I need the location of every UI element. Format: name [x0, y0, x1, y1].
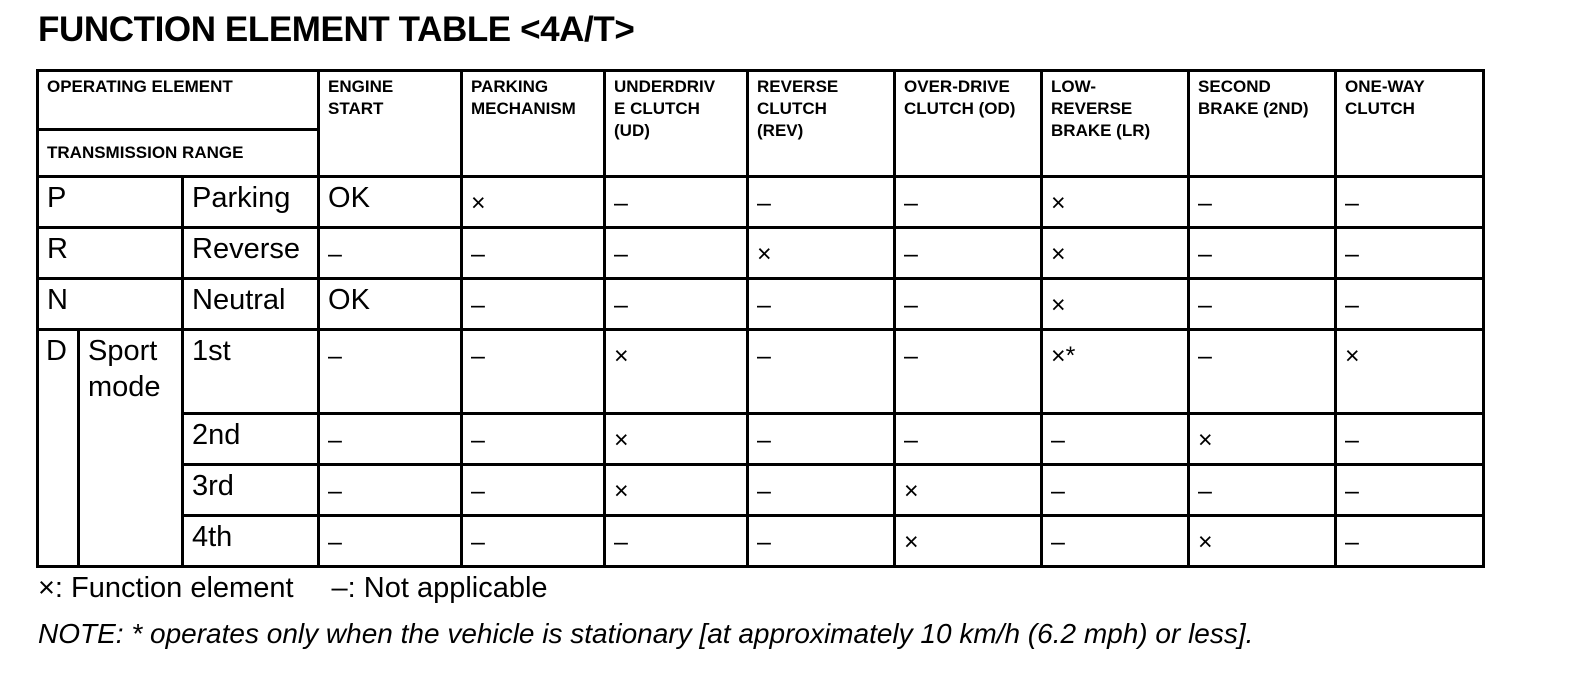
- table-cell: –: [748, 516, 895, 567]
- table-cell: –: [462, 279, 605, 330]
- table-cell: –: [1336, 279, 1484, 330]
- table-cell: –: [319, 414, 462, 465]
- range-name: Neutral: [183, 279, 319, 330]
- header-operating-element: OPERATING ELEMENT: [38, 71, 319, 130]
- table-cell: OK: [319, 177, 462, 228]
- table-cell: –: [895, 228, 1042, 279]
- range-letter: P: [38, 177, 183, 228]
- table-row: [38, 330, 1484, 414]
- header-engine-start: ENGINE START: [319, 71, 462, 177]
- table-cell: –: [605, 177, 748, 228]
- table-cell: –: [1189, 330, 1336, 414]
- table-cell: ×: [462, 177, 605, 228]
- table-cell: ×: [1189, 414, 1336, 465]
- table-cell: ×: [895, 516, 1042, 567]
- footnote: NOTE: * operates only when the vehicle is stationary [at approximately 10 km/h (6.2 mph) or less].: [38, 618, 1254, 649]
- header-parking-mechanism: PARKING MECHANISM: [462, 71, 605, 177]
- table-row: [38, 414, 1484, 465]
- legend: [38, 572, 548, 605]
- range-letter: D: [38, 330, 79, 567]
- table-cell: –: [462, 414, 605, 465]
- table-row: [38, 465, 1484, 516]
- table-cell: –: [895, 177, 1042, 228]
- header-underdrive-clutch: UNDERDRIV E CLUTCH (UD): [605, 71, 748, 177]
- table-row: [38, 228, 1484, 279]
- table-cell: –: [748, 177, 895, 228]
- table-row: [38, 177, 1484, 228]
- gear-name: 2nd: [183, 414, 319, 465]
- table-cell: –: [319, 516, 462, 567]
- header-transmission-range: TRANSMISSION RANGE: [38, 130, 319, 177]
- table-cell: –: [462, 516, 605, 567]
- function-element-table: [36, 69, 1485, 568]
- range-letter: R: [38, 228, 183, 279]
- header-overdrive-clutch: OVER-DRIVE CLUTCH (OD): [895, 71, 1042, 177]
- header-second-brake: SECOND BRAKE (2ND): [1189, 71, 1336, 177]
- gear-name: 1st: [183, 330, 319, 414]
- table-cell: –: [319, 465, 462, 516]
- table-cell: ×: [1336, 330, 1484, 414]
- table-cell: –: [462, 228, 605, 279]
- page-title: FUNCTION ELEMENT TABLE <4A/T>: [38, 10, 635, 49]
- gear-name: 3rd: [183, 465, 319, 516]
- table-cell: –: [1042, 465, 1189, 516]
- table-cell: –: [605, 516, 748, 567]
- table-cell: –: [605, 228, 748, 279]
- table-cell: –: [895, 330, 1042, 414]
- range-name: Reverse: [183, 228, 319, 279]
- table-cell: ×*: [1042, 330, 1189, 414]
- table-cell: ×: [605, 414, 748, 465]
- table-cell: –: [462, 330, 605, 414]
- table-cell: –: [748, 330, 895, 414]
- header-one-way-clutch: ONE-WAY CLUTCH: [1336, 71, 1484, 177]
- table-cell: OK: [319, 279, 462, 330]
- table-cell: –: [748, 279, 895, 330]
- table-cell: –: [1189, 279, 1336, 330]
- table-cell: –: [1042, 414, 1189, 465]
- table-cell: –: [895, 414, 1042, 465]
- table-cell: –: [605, 279, 748, 330]
- table-cell: –: [1336, 465, 1484, 516]
- table-cell: ×: [895, 465, 1042, 516]
- table-cell: ×: [605, 465, 748, 516]
- table-cell: –: [748, 465, 895, 516]
- table-cell: –: [1336, 516, 1484, 567]
- table-cell: ×: [748, 228, 895, 279]
- sport-mode-label: Sport mode: [79, 330, 183, 567]
- table-cell: –: [1189, 177, 1336, 228]
- table-cell: –: [1336, 177, 1484, 228]
- table-cell: –: [748, 414, 895, 465]
- header-reverse-clutch: REVERSE CLUTCH (REV): [748, 71, 895, 177]
- table-cell: ×: [1042, 228, 1189, 279]
- table-cell: –: [319, 228, 462, 279]
- table-cell: –: [319, 330, 462, 414]
- table-cell: –: [895, 279, 1042, 330]
- legend-function-element: ×: Function element: [38, 572, 294, 604]
- table-cell: ×: [1042, 279, 1189, 330]
- table-row: [38, 516, 1484, 567]
- table-cell: ×: [1189, 516, 1336, 567]
- table-cell: –: [1189, 228, 1336, 279]
- table-row: [38, 279, 1484, 330]
- range-letter: N: [38, 279, 183, 330]
- table-cell: –: [1336, 228, 1484, 279]
- header-low-reverse-brake: LOW- REVERSE BRAKE (LR): [1042, 71, 1189, 177]
- table-cell: ×: [605, 330, 748, 414]
- table-cell: ×: [1042, 177, 1189, 228]
- table-cell: –: [1042, 516, 1189, 567]
- range-name: Parking: [183, 177, 319, 228]
- table-cell: –: [1189, 465, 1336, 516]
- legend-not-applicable: –: Not applicable: [331, 572, 548, 604]
- gear-name: 4th: [183, 516, 319, 567]
- table-cell: –: [462, 465, 605, 516]
- table-cell: –: [1336, 414, 1484, 465]
